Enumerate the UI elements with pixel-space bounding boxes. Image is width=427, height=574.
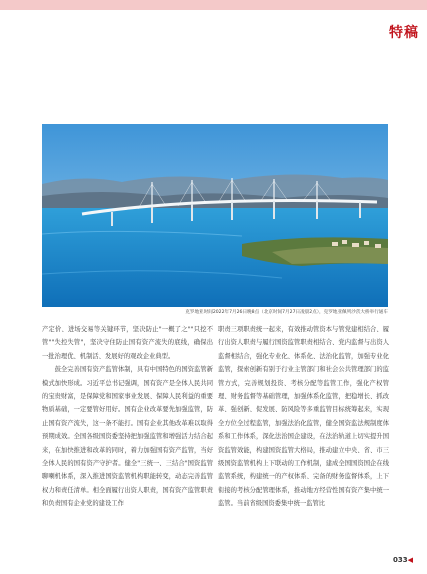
paragraph: 鼓全完善国有资产监管体制，具有中国特色的国资监管新模式加快形成。习近平总书记强调，国有资产是全体人民共同的宝贵财富，是保障党和国家事业发展、保障人民利益的重要物质基础，一定要管好用好。国有企业改革要先加强监管，防止国有资产流失，这一条不能打。国有企业其他改革难以取得预期成效。全国各级国资委坚持把加强监管和增强活力结合起来，在加快推进和改革的同时，着力加强国有资产监管，当好全体人民的国有资产守护者。健全"三统一、三结合"国资监管聊喇机体系，深入推进国资监管机构职能转变，动态完善监管权力和责任清单。相全面履行出资人职责，国有资产监管职责和负责国有企业党的建设工作 — [42, 366, 213, 508]
paragraph: 产定价、进场交易等关键环节，坚决防止"一概了之""只挖不管""失控失管"，坚决守住防止国有资产流失的底线，确保出一批治理优、机制活、发展好的观改企业典型。 — [42, 326, 213, 360]
paragraph: 职责三项职责统一起来，有效推动管资本与管党建相结合、履行出资人职责与履行国资监管职责相结合、党内监督与出资人监督相结合，强化专业化、体系化、法治化监管，加强专业化监管，探索创新有别于行业主管部门和社会公共管理部门的监管方式，完善规划投资、考核分配等监管工作，强化产权管理、财务监督等基础管理，加强体系化监管，把稳增长、抓改革、强创新、促发展、防风险等多重监管目标统筹起来，实现全方位全过程监管，加强法治化监管，健全国资监法规制度体系和工作体系，深化法治国企建设，在法治轨道上切实提升国资监管效能，构建国资监管大格局，推动建立中央、省、市三级国资监管机构上下联动的工作机制，建成全国国资国企在线监管系统，构建统一的产权体系、完备的财务监督体系，上下衔接的考核分配管理体系，推动地方经营性国有资产集中统一监管。当前省级国资委集中统一监管比 — [218, 326, 389, 508]
bridge-photo-illustration — [42, 124, 388, 307]
body-column-left — [42, 323, 213, 511]
page-number — [393, 556, 413, 564]
page-number-text: 033 — [392, 556, 408, 564]
section-tag: 特稿 — [389, 25, 419, 41]
photo-caption: 克罗地亚时间2022年7月26日晚8点（北京时间7月27日凌晨2点），克罗地亚佩列沙茨大桥举行通车 — [185, 310, 388, 315]
bridge-photo — [42, 124, 388, 307]
page-arrow-icon: ◀ — [407, 556, 413, 564]
body-column-right — [218, 323, 389, 511]
top-color-band — [0, 0, 427, 10]
